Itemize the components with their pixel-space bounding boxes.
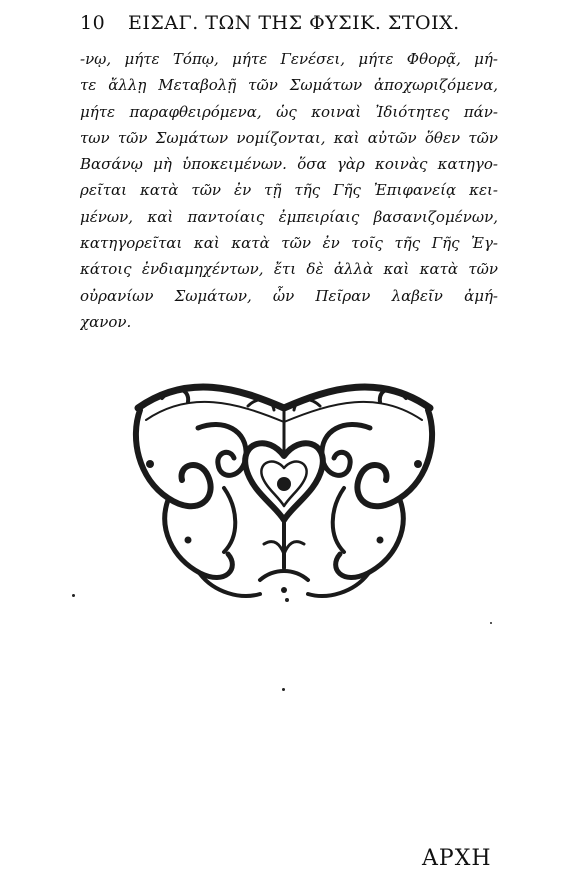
catchword: ΑΡΧΗ: [422, 846, 492, 871]
ink-speck: [282, 688, 285, 691]
text-line-final: χανον.: [80, 312, 132, 331]
text-line: κατηγορεῖται καὶ κατὰ τῶν ἐν τοῖς τῆς Γῆς Ἐγ-: [80, 234, 498, 253]
text-line: μένων, καὶ παντοίαις ἐμπειρίαις βασανιζομένων,: [80, 207, 498, 226]
floral-tailpiece-ornament-icon: [128, 368, 440, 608]
body-text: [80, 46, 498, 335]
text-line: τε ἄλλῃ Μεταβολῇ τῶν Σωμάτων ἀποχωριζόμενα,: [80, 76, 498, 95]
ink-speck: [72, 594, 75, 597]
text-line: ρεῖται κατὰ τῶν ἐν τῇ τῆς Γῆς Ἐπιφανείᾳ κει-: [80, 181, 498, 200]
running-head: [80, 12, 500, 34]
text-line: οὐρανίων Σωμάτων, ὧν Πεῖραν λαβεῖν ἀμή-: [80, 286, 498, 305]
text-line: των τῶν Σωμάτων νομίζονται, καὶ αὐτῶν ὅθεν τῶν: [80, 128, 498, 147]
text-line: κάτοις ἐνδιαμηχέντων, ἔτι δὲ ἀλλὰ καὶ κατὰ τῶν: [80, 260, 498, 279]
text-line: μήτε παραφθειρόμενα, ὡς κοιναὶ Ἰδιότητες πάν-: [80, 102, 498, 121]
ink-speck: [285, 598, 289, 602]
page-number: 10: [80, 12, 106, 34]
text-line: Βασάνῳ μὴ ὑποκειμένων. ὅσα γὰρ κοινὰς κατηγο-: [80, 155, 498, 174]
text-line: -νῳ, μήτε Τόπῳ, μήτε Γενέσει, μήτε Φθορᾷ, μή-: [80, 50, 498, 68]
running-title: ΕΙΣΑΓ. ΤΩΝ ΤΗΣ ΦΥΣΙΚ. ΣΤΟΙΧ.: [128, 12, 460, 34]
ink-speck: [490, 622, 492, 624]
